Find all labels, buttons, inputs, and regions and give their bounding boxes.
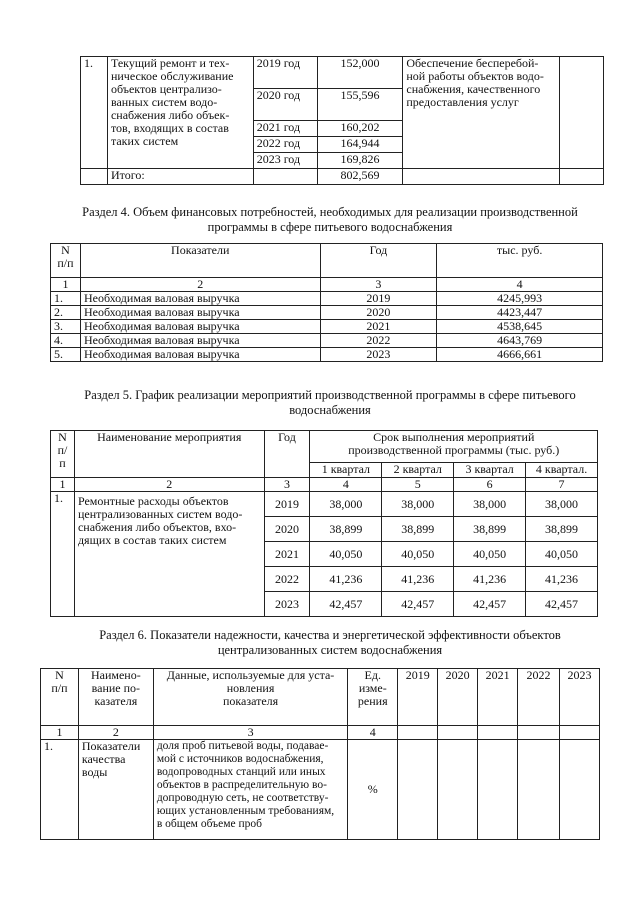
s4-colnum: 4 bbox=[437, 278, 603, 292]
s4-row-value: 4245,993 bbox=[437, 292, 603, 306]
s4-row-value: 4643,769 bbox=[437, 334, 603, 348]
t1-year: 2020 год bbox=[253, 89, 317, 121]
s6-header-year: 2021 bbox=[478, 669, 518, 726]
section5-title: Раздел 5. График реализации мероприятий производственной программы в сфере питьевого водоснабжения bbox=[84, 388, 576, 417]
s4-row-value: 4666,661 bbox=[437, 348, 603, 362]
s6-colnum-empty bbox=[438, 726, 478, 740]
t1-total-empty bbox=[81, 169, 108, 185]
s6-header-year: 2019 bbox=[398, 669, 438, 726]
s4-colnum: 3 bbox=[320, 278, 437, 292]
t1-value: 164,944 bbox=[317, 137, 403, 153]
s6-value-empty bbox=[398, 740, 438, 840]
s5-year: 2019 bbox=[264, 492, 310, 517]
s6-value-empty bbox=[518, 740, 560, 840]
s5-q-value: 38,899 bbox=[310, 517, 382, 542]
s5-q-value: 41,236 bbox=[382, 567, 454, 592]
t1-total-value: 802,569 bbox=[317, 169, 403, 185]
t1-purpose: Обеспечение бесперебой- ной работы объектов водо- снабжения, качественного предоставления услуг bbox=[403, 57, 560, 169]
s4-header-value: тыс. руб. bbox=[437, 244, 603, 278]
section6-title: Раздел 6. Показатели надежности, качества и энергетической эффективности объектов централизованных систем водоснабжения bbox=[99, 628, 561, 657]
s5-q-value: 42,457 bbox=[310, 592, 382, 617]
s5-year: 2020 bbox=[264, 517, 310, 542]
s4-header-indicator: Показатели bbox=[80, 244, 320, 278]
s4-row-year: 2021 bbox=[320, 320, 437, 334]
s4-row-value: 4423,447 bbox=[437, 306, 603, 320]
s5-header-num: N п/ п bbox=[51, 431, 75, 478]
s5-quarter: 1 квартал bbox=[310, 463, 382, 478]
section6-table bbox=[40, 668, 600, 840]
s5-colnum: 3 bbox=[264, 478, 310, 492]
maintenance-table bbox=[80, 56, 604, 185]
s6-item-name: Показатели качества воды bbox=[78, 740, 153, 840]
s6-colnum: 1 bbox=[41, 726, 79, 740]
s5-quarter: 3 квартал bbox=[454, 463, 526, 478]
s5-year: 2021 bbox=[264, 542, 310, 567]
t1-value: 160,202 bbox=[317, 121, 403, 137]
t1-value: 155,596 bbox=[317, 89, 403, 121]
s4-row-year: 2019 bbox=[320, 292, 437, 306]
s5-year: 2023 bbox=[264, 592, 310, 617]
section5-table bbox=[50, 430, 598, 617]
s4-row-year: 2020 bbox=[320, 306, 437, 320]
s4-header-year: Год bbox=[320, 244, 437, 278]
s6-header-unit: Ед. изме- рения bbox=[348, 669, 398, 726]
s5-item-name: Ремонтные расходы объектов централизованных систем водо- снабжения либо объектов, вхо- дящих в состав таких систем bbox=[74, 492, 264, 617]
s4-row-num: 4. bbox=[51, 334, 81, 348]
s4-row-num: 1. bbox=[51, 292, 81, 306]
t1-year: 2022 год bbox=[253, 137, 317, 153]
s5-colnum: 6 bbox=[454, 478, 526, 492]
s4-row-year: 2022 bbox=[320, 334, 437, 348]
s6-colnum-empty bbox=[518, 726, 560, 740]
s5-q-value: 41,236 bbox=[310, 567, 382, 592]
s6-value-empty bbox=[478, 740, 518, 840]
s4-colnum: 2 bbox=[80, 278, 320, 292]
t1-year: 2021 год bbox=[253, 121, 317, 137]
s4-row-name: Необходимая валовая выручка bbox=[80, 334, 320, 348]
s4-header-num: N п/п bbox=[51, 244, 81, 278]
t1-row-number: 1. bbox=[81, 57, 108, 169]
section4-table bbox=[50, 243, 603, 362]
s5-header-term: Срок выполнения мероприятий производственной программы (тыс. руб.) bbox=[310, 431, 598, 463]
s6-item-num: 1. bbox=[41, 740, 79, 840]
s5-q-value: 38,000 bbox=[310, 492, 382, 517]
s6-colnum-empty bbox=[398, 726, 438, 740]
t1-total-empty bbox=[560, 169, 604, 185]
s6-header-name: Наимено- вание по- казателя bbox=[78, 669, 153, 726]
s6-item-unit: % bbox=[348, 740, 398, 840]
s5-colnum: 1 bbox=[51, 478, 75, 492]
s5-q-value: 40,050 bbox=[310, 542, 382, 567]
t1-empty-cell bbox=[560, 57, 604, 169]
t1-year: 2023 год bbox=[253, 153, 317, 169]
s5-year: 2022 bbox=[264, 567, 310, 592]
s5-q-value: 38,899 bbox=[454, 517, 526, 542]
s6-value-empty bbox=[559, 740, 599, 840]
s6-colnum: 2 bbox=[78, 726, 153, 740]
s4-row-num: 5. bbox=[51, 348, 81, 362]
s4-row-name: Необходимая валовая выручка bbox=[80, 348, 320, 362]
s5-q-value: 42,457 bbox=[382, 592, 454, 617]
s4-row-num: 2. bbox=[51, 306, 81, 320]
s6-header-num: N п/п bbox=[41, 669, 79, 726]
s5-q-value: 38,899 bbox=[382, 517, 454, 542]
s4-row-name: Необходимая валовая выручка bbox=[80, 306, 320, 320]
s6-colnum-empty bbox=[559, 726, 599, 740]
s5-q-value: 42,457 bbox=[526, 592, 598, 617]
s6-header-year: 2022 bbox=[518, 669, 560, 726]
s5-q-value: 41,236 bbox=[526, 567, 598, 592]
s5-quarter: 2 квартал bbox=[382, 463, 454, 478]
s6-header-data: Данные, используемые для уста- новления показателя bbox=[153, 669, 348, 726]
s5-q-value: 40,050 bbox=[382, 542, 454, 567]
s5-q-value: 42,457 bbox=[454, 592, 526, 617]
t1-value: 169,826 bbox=[317, 153, 403, 169]
s5-q-value: 38,000 bbox=[454, 492, 526, 517]
s4-row-value: 4538,645 bbox=[437, 320, 603, 334]
s6-colnum-empty bbox=[478, 726, 518, 740]
s5-q-value: 38,899 bbox=[526, 517, 598, 542]
t1-total-empty bbox=[403, 169, 560, 185]
section4-title: Раздел 4. Объем финансовых потребностей, необходимых для реализации производственной программы в сфере питьевого водоснабжения bbox=[82, 205, 578, 234]
t1-year: 2019 год bbox=[253, 57, 317, 89]
s5-quarter: 4 квартал. bbox=[526, 463, 598, 478]
s5-colnum: 4 bbox=[310, 478, 382, 492]
s4-row-num: 3. bbox=[51, 320, 81, 334]
s5-q-value: 40,050 bbox=[526, 542, 598, 567]
t1-value: 152,000 bbox=[317, 57, 403, 89]
t1-total-label: Итого: bbox=[107, 169, 253, 185]
s4-row-year: 2023 bbox=[320, 348, 437, 362]
s4-row-name: Необходимая валовая выручка bbox=[80, 320, 320, 334]
s6-header-year: 2020 bbox=[438, 669, 478, 726]
s5-q-value: 40,050 bbox=[454, 542, 526, 567]
s5-colnum: 2 bbox=[74, 478, 264, 492]
s5-q-value: 38,000 bbox=[526, 492, 598, 517]
s5-q-value: 41,236 bbox=[454, 567, 526, 592]
s5-q-value: 38,000 bbox=[382, 492, 454, 517]
t1-work-name: Текущий ремонт и тех- ническое обслуживание объектов централизо- ванных систем водо- снабжения либо объек- тов, входящих в состав таких систем bbox=[107, 57, 253, 169]
t1-total-empty bbox=[253, 169, 317, 185]
s5-header-name: Наименование мероприятия bbox=[74, 431, 264, 478]
s5-colnum: 7 bbox=[526, 478, 598, 492]
s6-item-data: доля проб питьевой воды, подавае- мой с источников водоснабжения, водопроводных станций или иных объектов в распределительную во- допроводную сеть, не соответству- ющих установленным требованиям, в общем объеме проб bbox=[153, 740, 348, 840]
s6-colnum: 3 bbox=[153, 726, 348, 740]
s4-row-name: Необходимая валовая выручка bbox=[80, 292, 320, 306]
s5-header-year: Год bbox=[264, 431, 310, 478]
s5-item-num: 1. bbox=[51, 492, 75, 617]
s6-header-year: 2023 bbox=[559, 669, 599, 726]
s6-colnum: 4 bbox=[348, 726, 398, 740]
s6-value-empty bbox=[438, 740, 478, 840]
s4-colnum: 1 bbox=[51, 278, 81, 292]
s5-colnum: 5 bbox=[382, 478, 454, 492]
